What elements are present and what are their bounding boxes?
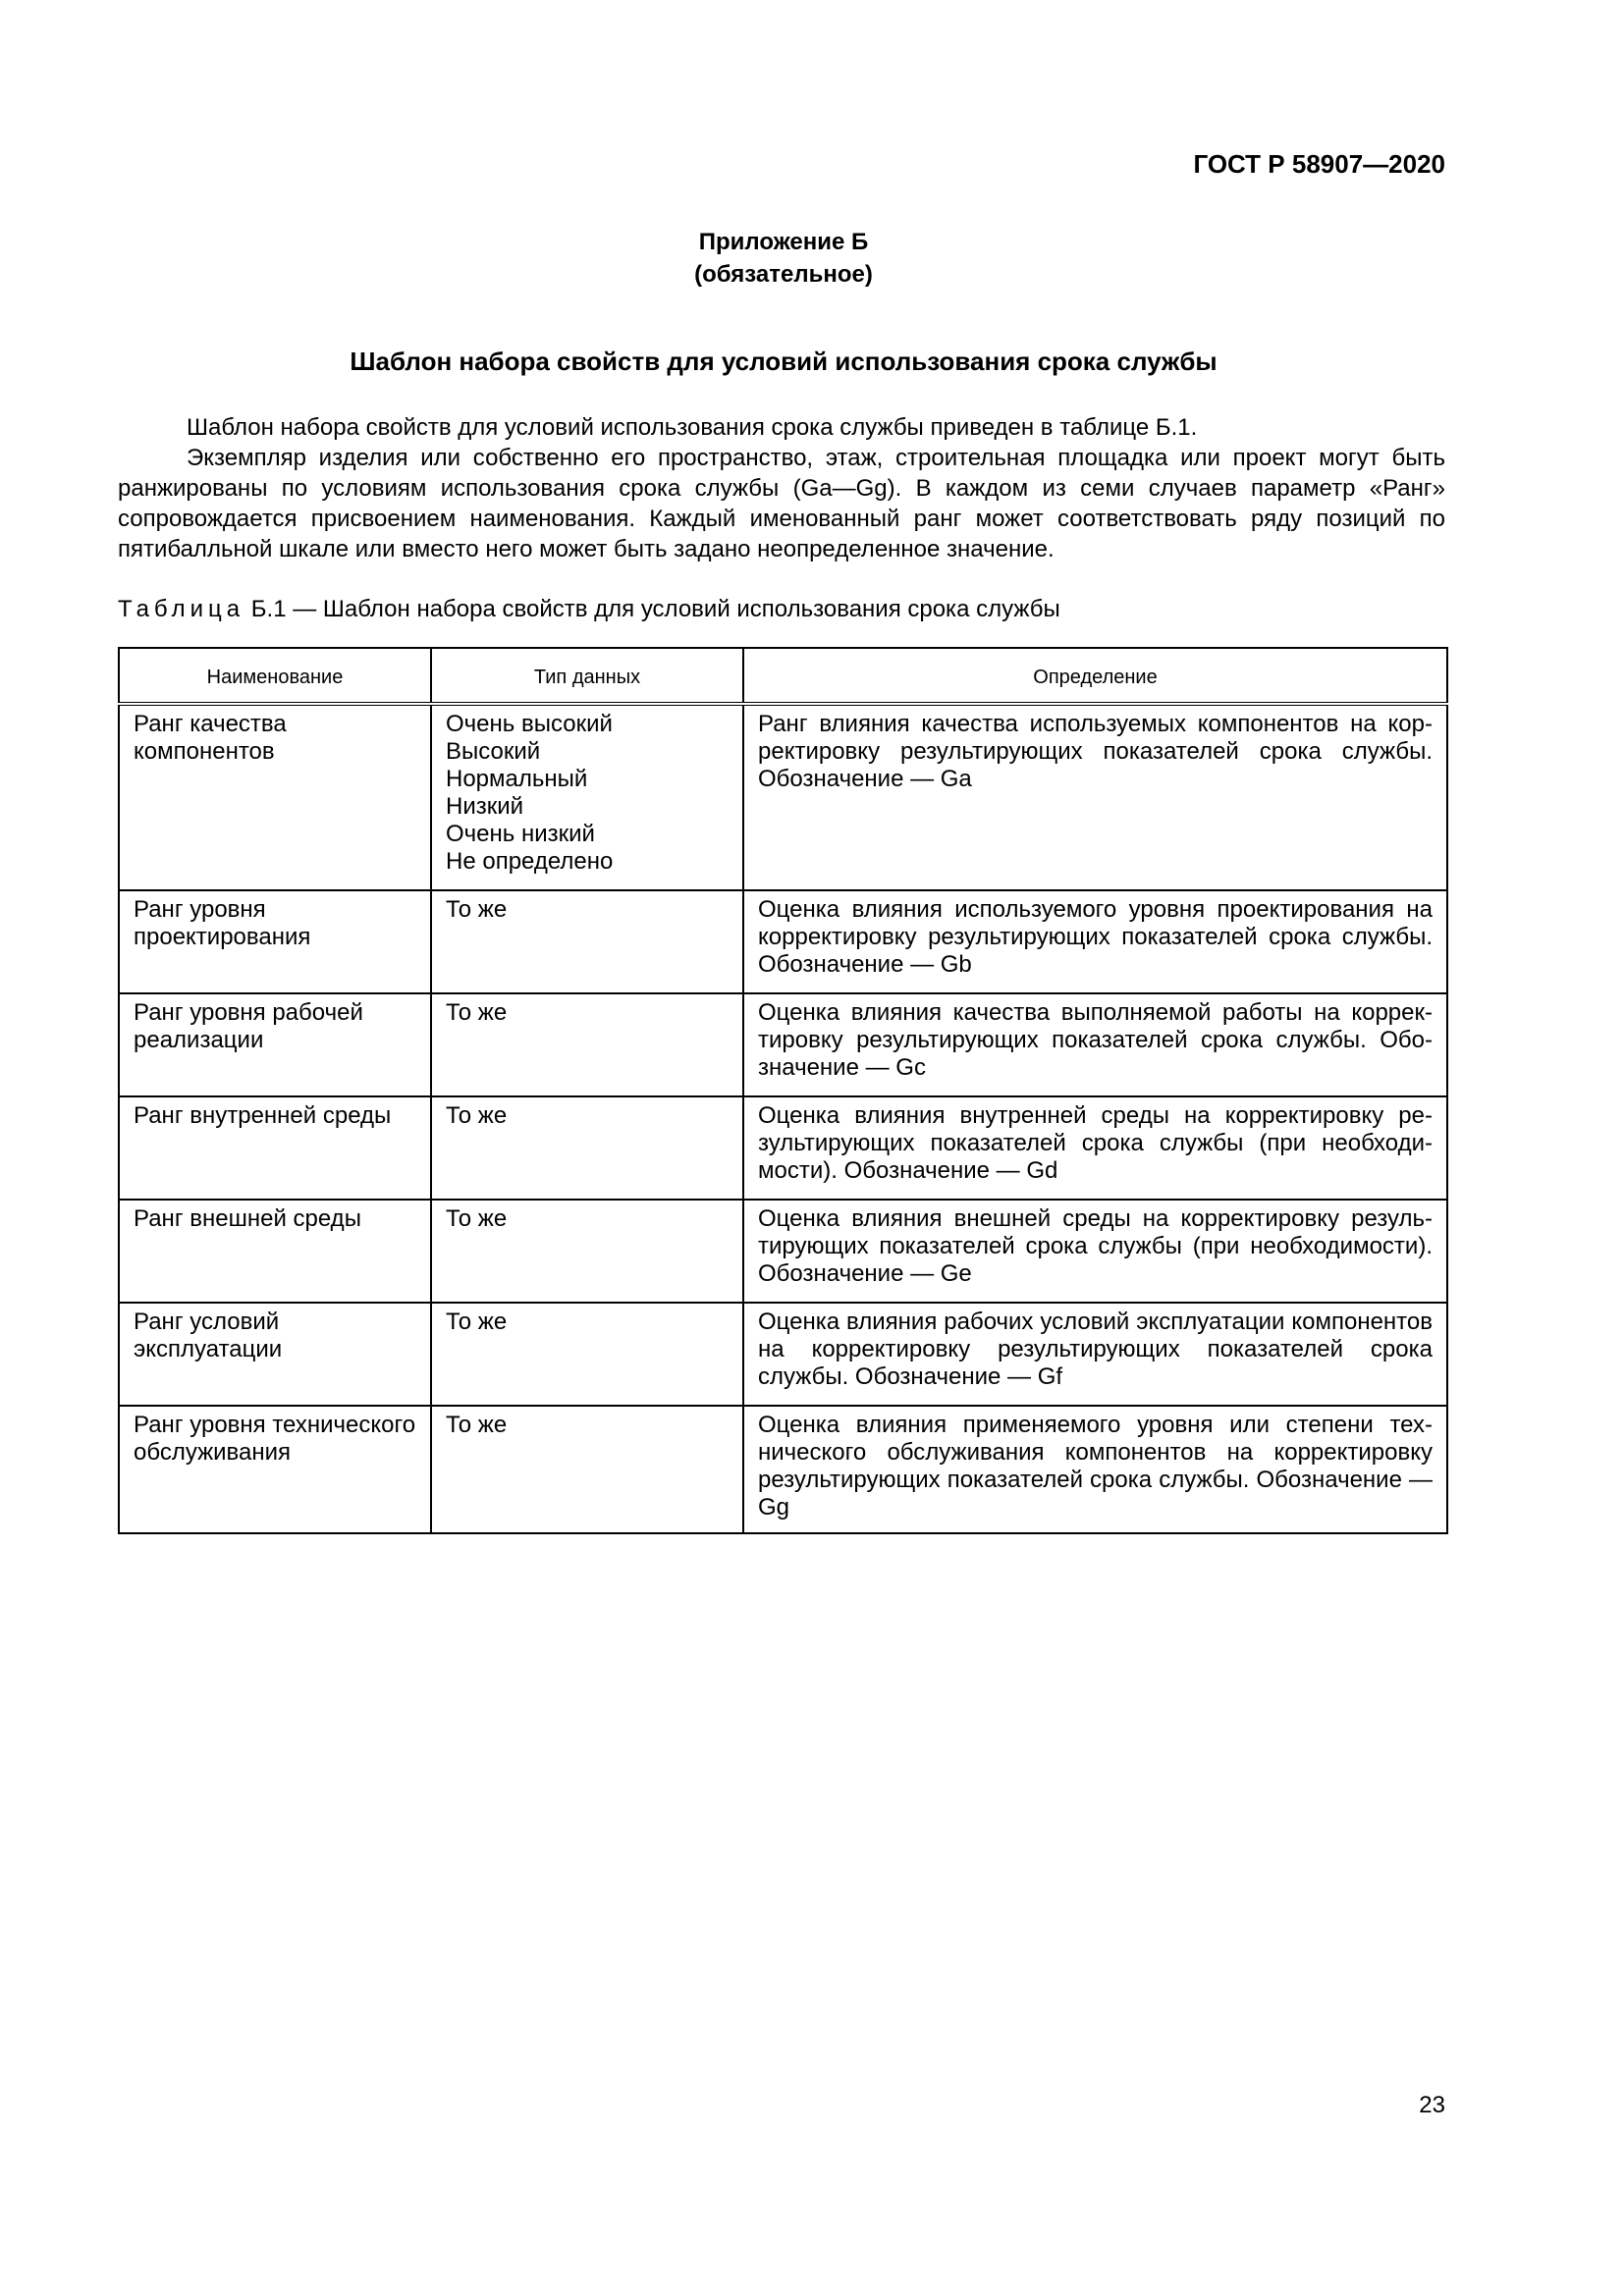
table-row	[119, 993, 1447, 1096]
document-code: ГОСТ Р 58907—2020	[1193, 149, 1445, 179]
table-row	[119, 1200, 1447, 1303]
annex-title: Приложение Б	[698, 229, 869, 255]
type-option: Низкий	[446, 793, 524, 820]
column-header-definition: Определение	[743, 648, 1447, 704]
table-header-row	[119, 648, 1447, 704]
property-set-table	[118, 647, 1448, 1534]
cell-definition: Оценка влияния внутренней среды на корректировку результирующих показателей срока службы (при необходимости). Обозначение — Gd	[743, 1096, 1447, 1200]
table-row	[119, 1406, 1447, 1533]
cell-name: Ранг уровня технического обслуживания	[119, 1406, 431, 1533]
table-row	[119, 704, 1447, 890]
annex-heading	[0, 226, 1567, 291]
column-header-name: Наименование	[119, 648, 431, 704]
cell-name: Ранг условий эксплуатации	[119, 1303, 431, 1406]
cell-type: То же	[431, 1406, 743, 1533]
cell-type: То же	[431, 1096, 743, 1200]
table-row	[119, 890, 1447, 993]
cell-name: Ранг внешней среды	[119, 1200, 431, 1303]
table-caption-label: Таблица	[118, 596, 245, 622]
type-option: Очень высокий	[446, 711, 613, 737]
cell-definition: Ранг влияния качества используемых компонентов на корректировку результирующих показателей срока службы. Обозначение — Ga	[743, 704, 1447, 890]
type-option: Очень низкий	[446, 821, 595, 847]
cell-type: То же	[431, 1303, 743, 1406]
section-title: Шаблон набора свойств для условий использования срока службы	[350, 347, 1218, 376]
cell-definition: Оценка влияния рабочих условий эксплуатации компонентов на корректировку результирующих показателей срока службы. Обозначение — Gf	[743, 1303, 1447, 1406]
table-row	[119, 1096, 1447, 1200]
annex-status: (обязательное)	[694, 261, 873, 288]
paragraph: Экземпляр изделия или собственно его пространство, этаж, строительная площадка или проект могут быть ранжированы по условиям использования срока службы (Ga—Gg). В каждом из семи случаев параметр «Ранг» сопровождается присвоением наименования. Каждый именованный ранг может соответствовать ряду позиций по пятибалльной шкале или вместо него может быть задано неопределенное значение.	[118, 445, 1445, 562]
type-option: Не определено	[446, 848, 614, 875]
body-text	[118, 412, 1445, 564]
cell-name: Ранг уровня рабочей реализации	[119, 993, 431, 1096]
cell-name: Ранг качества компонентов	[119, 704, 431, 890]
page-number: 23	[1419, 2092, 1445, 2118]
column-header-type: Тип данных	[431, 648, 743, 704]
table-caption-text: Б.1 — Шаблон набора свойств для условий использования срока службы	[250, 596, 1060, 622]
cell-name: Ранг уровня проектирования	[119, 890, 431, 993]
cell-definition: Оценка влияния применяемого уровня или степени технического обслуживания компонентов на корректировку результирующих показателей срока службы. Обозначение — Gg	[743, 1406, 1447, 1533]
cell-type: То же	[431, 993, 743, 1096]
cell-definition: Оценка влияния качества выполняемой работы на корректировку результирующих показателей срока службы. Обозначение — Gc	[743, 993, 1447, 1096]
paragraph: Шаблон набора свойств для условий использования срока службы приведен в таблице Б.1.	[187, 414, 1198, 441]
cell-type-list	[431, 704, 743, 890]
type-option: Нормальный	[446, 766, 588, 792]
cell-definition: Оценка влияния внешней среды на корректировку результирующих показателей срока службы (при необходимости). Обозначение — Ge	[743, 1200, 1447, 1303]
type-option: Высокий	[446, 738, 541, 765]
table-row	[119, 1303, 1447, 1406]
table-caption	[118, 596, 1060, 623]
cell-definition: Оценка влияния используемого уровня проектирования на корректировку результирующих показателей срока службы. Обозначение — Gb	[743, 890, 1447, 993]
cell-name: Ранг внутренней среды	[119, 1096, 431, 1200]
cell-type: То же	[431, 890, 743, 993]
cell-type: То же	[431, 1200, 743, 1303]
